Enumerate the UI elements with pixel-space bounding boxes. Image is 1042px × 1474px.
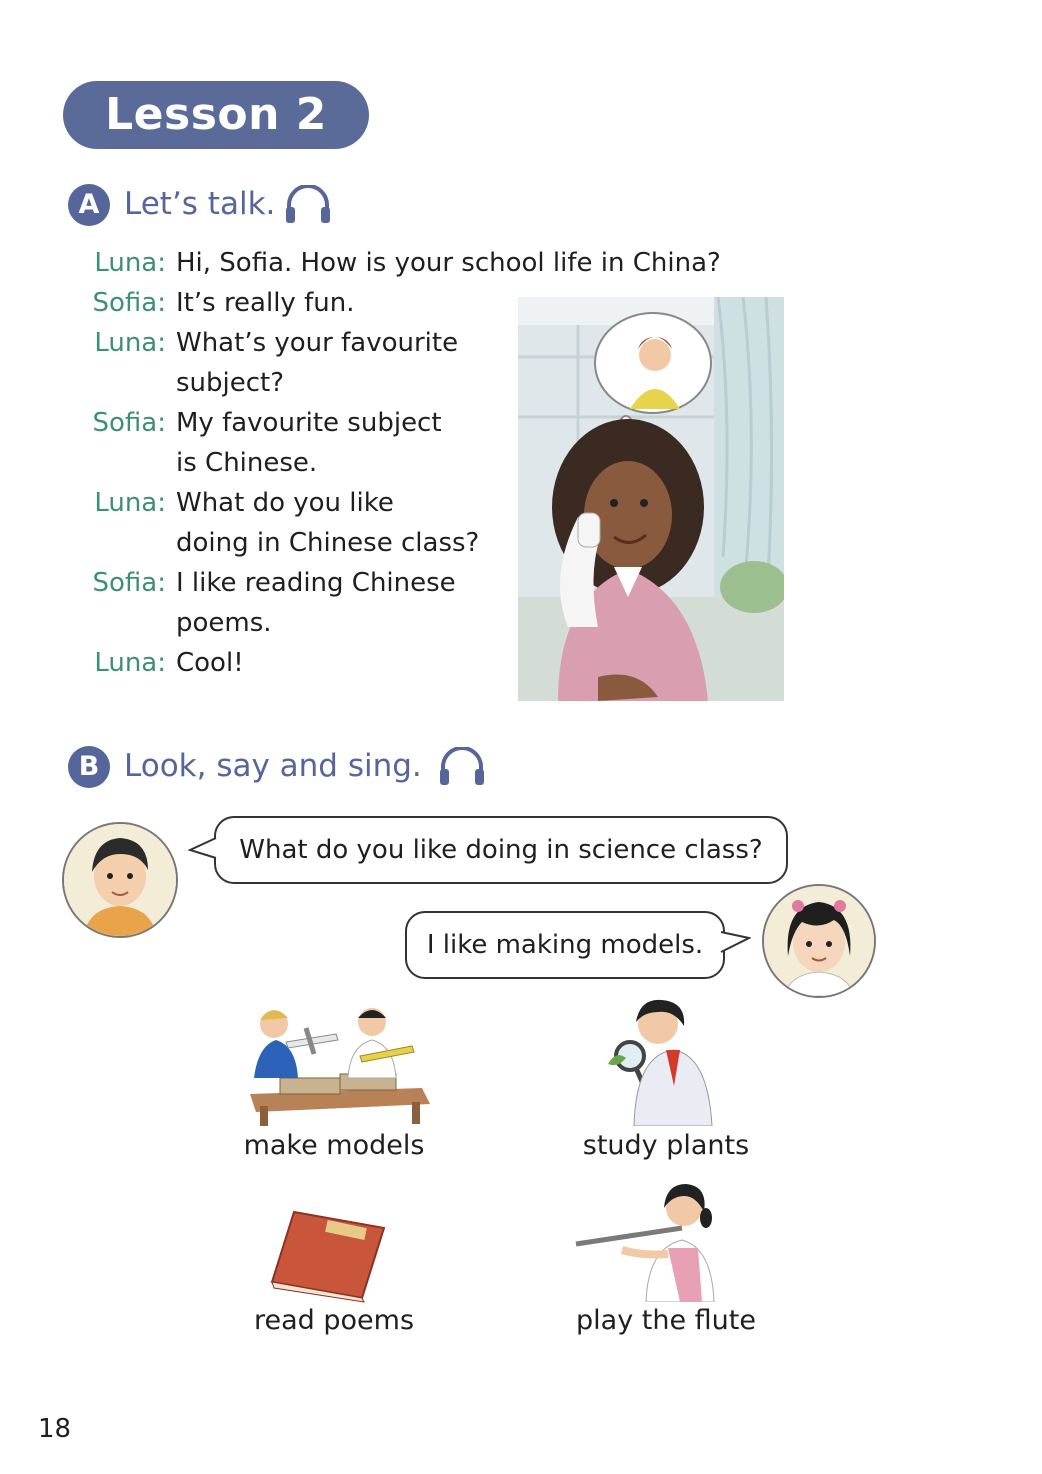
- read-poems-book-illustration: [266, 1208, 390, 1304]
- question-bubble: What do you like doing in science class?: [214, 816, 788, 884]
- dialogue-line: I like reading Chinese: [176, 568, 456, 598]
- dialogue-line: subject?: [176, 368, 285, 398]
- speaker-label: Luna:: [94, 248, 166, 278]
- bubble-tail: [188, 836, 218, 860]
- section-a-title: Let’s talk.: [124, 186, 276, 222]
- headphones-icon[interactable]: [437, 747, 487, 787]
- section-a-badge: A: [68, 184, 110, 226]
- girl-avatar: [762, 884, 876, 998]
- section-b-title: Look, say and sing.: [124, 748, 422, 784]
- play-flute-illustration: [572, 1178, 720, 1302]
- speaker-label: Sofia:: [92, 568, 166, 598]
- speaker-label: Luna:: [94, 328, 166, 358]
- dialogue-line: doing in Chinese class?: [176, 528, 480, 558]
- dialogue-line: Cool!: [176, 648, 244, 678]
- boy-avatar: [62, 822, 178, 938]
- activity-label: play the flute: [576, 1305, 756, 1336]
- dialogue-line: is Chinese.: [176, 448, 318, 478]
- section-b-badge: B: [68, 746, 110, 788]
- dialogue-line: It’s really fun.: [176, 288, 355, 318]
- activity-label: study plants: [582, 1130, 750, 1161]
- study-plants-illustration: [600, 994, 720, 1126]
- bubble-tail: [719, 930, 751, 954]
- dialogue-line: poems.: [176, 608, 272, 638]
- dialogue-line: My favourite subject: [176, 408, 442, 438]
- headphones-icon[interactable]: [283, 185, 333, 225]
- speaker-label: Sofia:: [92, 408, 166, 438]
- dialogue-line: What do you like: [176, 488, 394, 518]
- lesson-title: Lesson 2: [63, 81, 369, 149]
- speaker-label: Luna:: [94, 648, 166, 678]
- phone-call-illustration: [518, 297, 784, 701]
- speaker-label: Sofia:: [92, 288, 166, 318]
- answer-bubble: I like making models.: [405, 911, 725, 979]
- page-number: 18: [38, 1414, 72, 1444]
- dialogue-line: What’s your favourite: [176, 328, 459, 358]
- activity-label: make models: [243, 1130, 425, 1161]
- speaker-label: Luna:: [94, 488, 166, 518]
- dialogue-line: Hi, Sofia. How is your school life in China?: [176, 248, 721, 278]
- activity-label: read poems: [253, 1305, 415, 1336]
- make-models-illustration: [236, 998, 434, 1126]
